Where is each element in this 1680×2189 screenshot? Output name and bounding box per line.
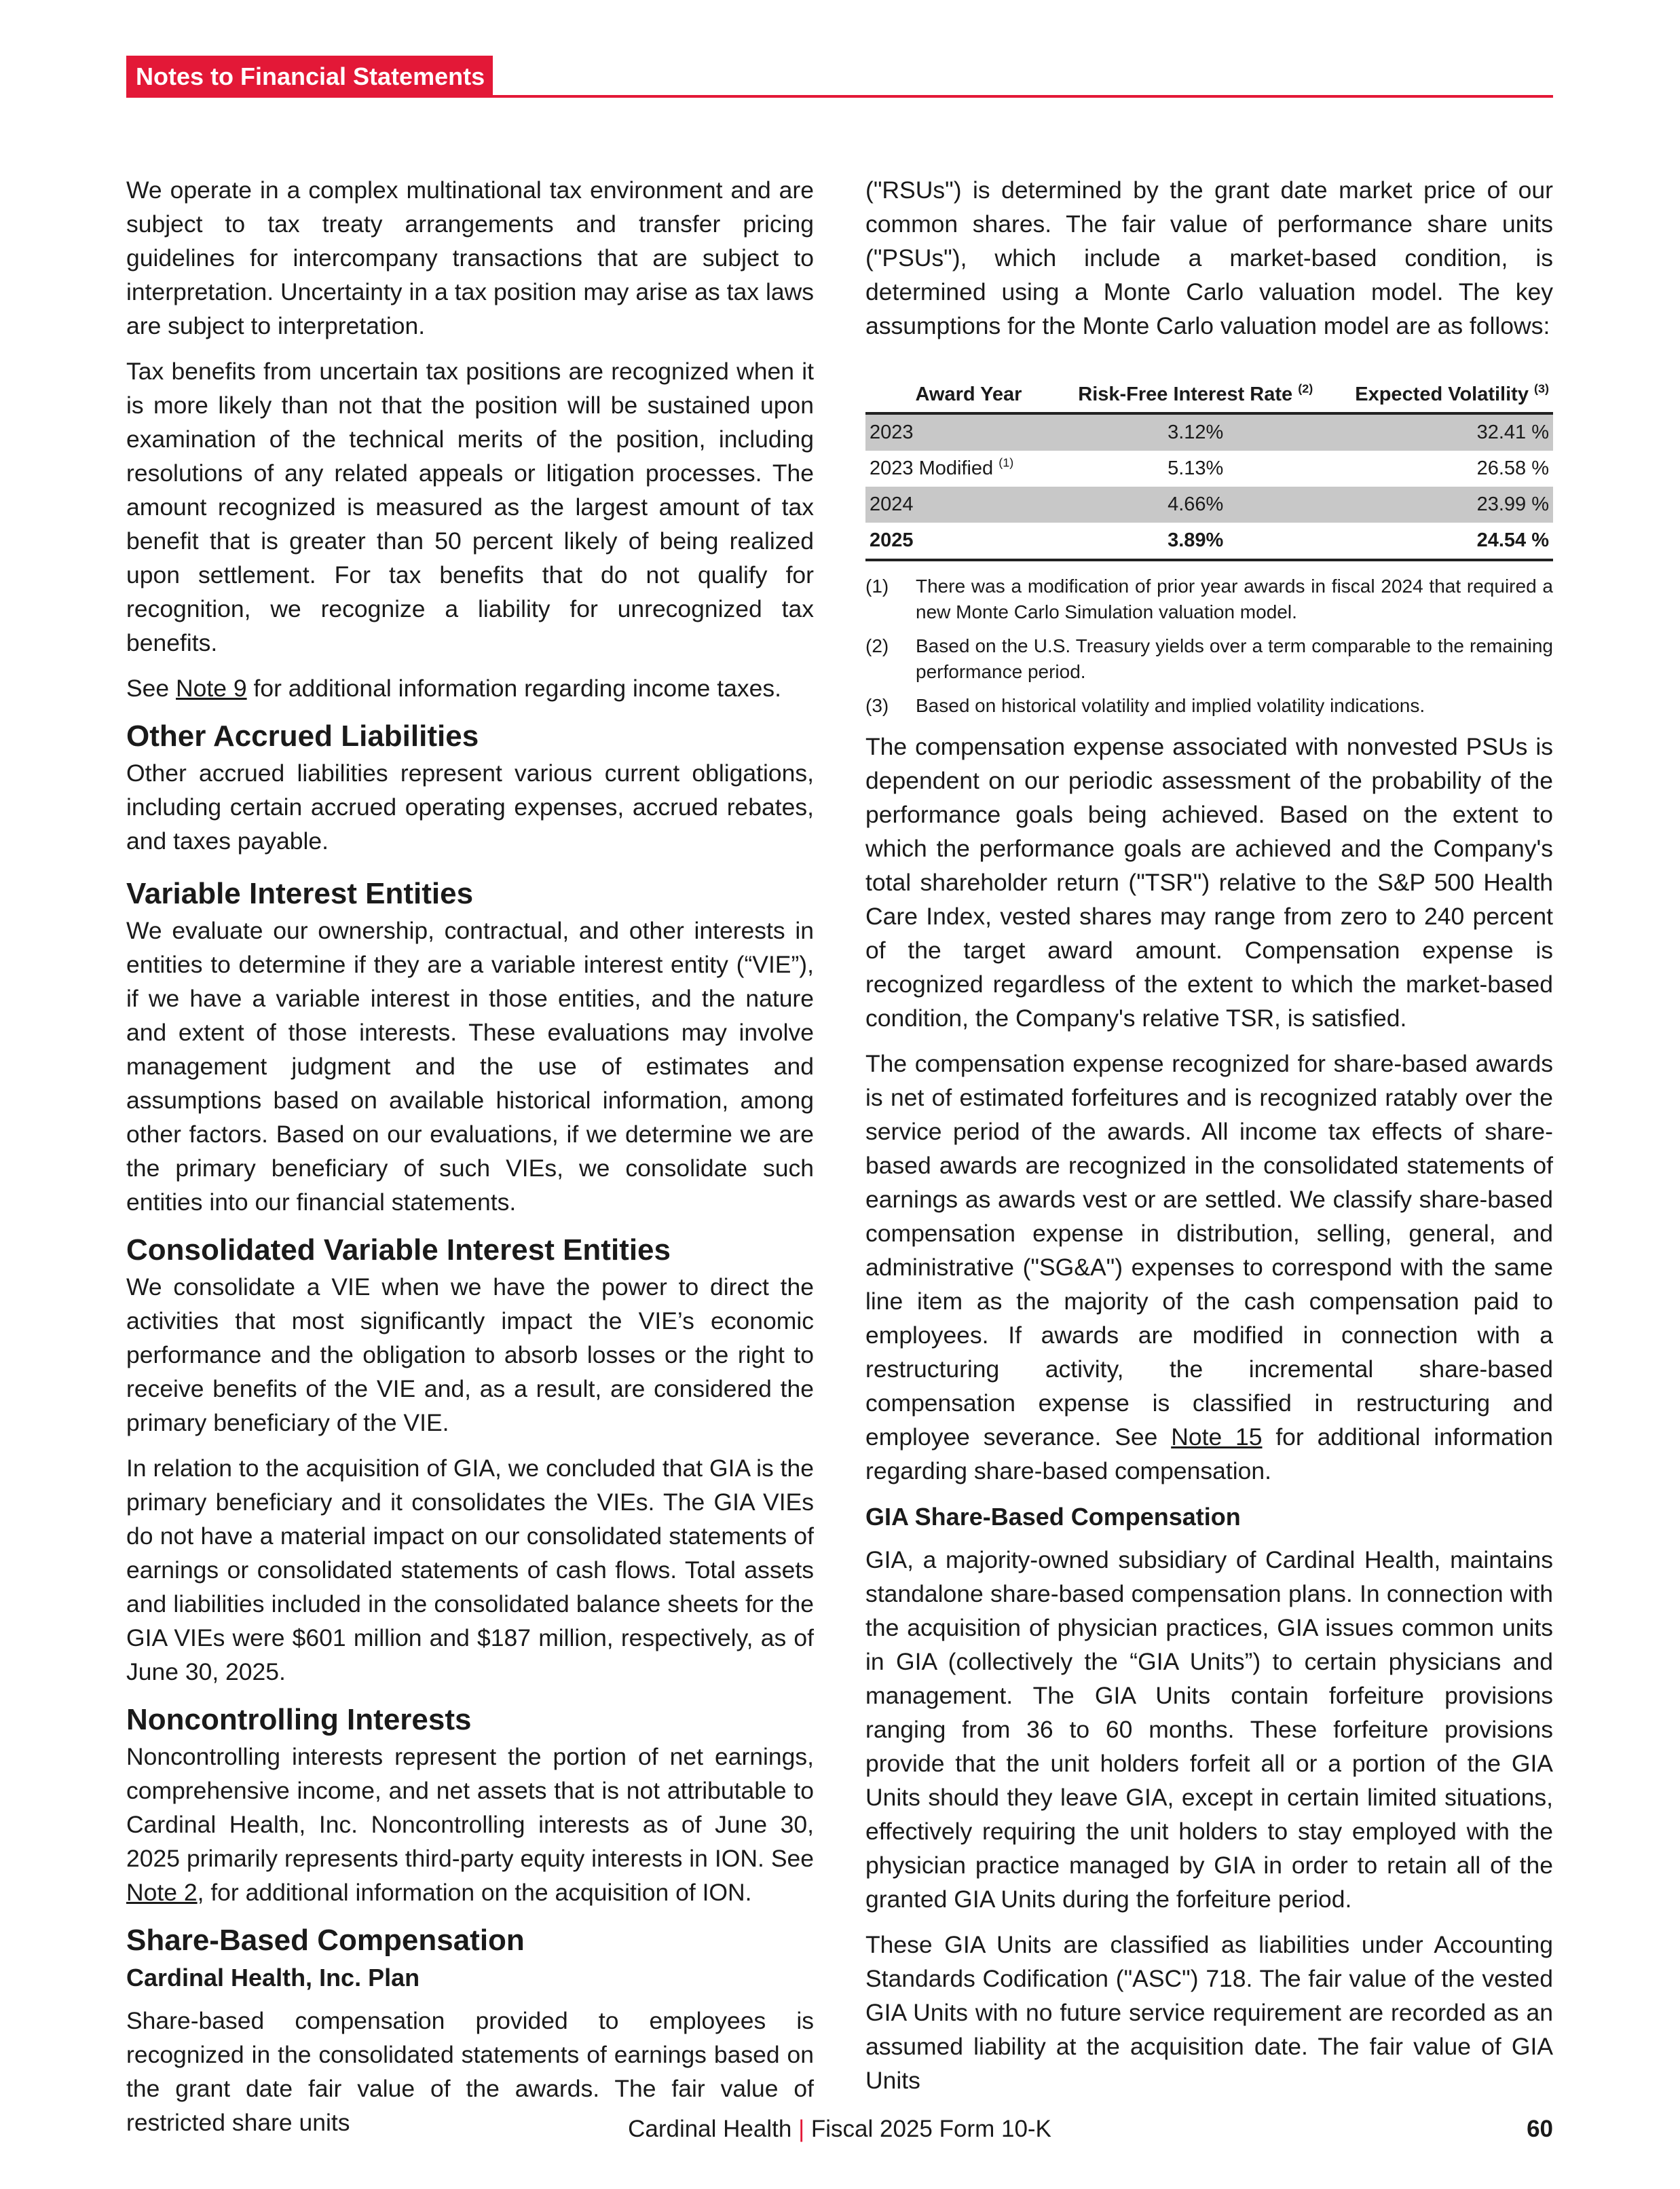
heading-other-accrued-liabilities: Other Accrued Liabilities bbox=[126, 719, 479, 753]
table-row bbox=[865, 413, 1553, 451]
table-row bbox=[865, 487, 1553, 523]
section-header-tab bbox=[126, 56, 493, 98]
footnote-marker: (1) bbox=[998, 455, 1014, 470]
cell-text: 2024 bbox=[870, 493, 914, 515]
table-row bbox=[865, 523, 1553, 560]
text-segment: , for additional information on the acquisition of ION. bbox=[197, 1879, 752, 1906]
heading-consolidated-vie: Consolidated Variable Interest Entities bbox=[126, 1233, 671, 1267]
footnote-marker: (2) bbox=[1298, 381, 1313, 396]
page-footer bbox=[126, 2112, 1553, 2146]
footer-document-name: Fiscal 2025 Form 10-K bbox=[810, 2116, 1051, 2142]
table-row bbox=[865, 451, 1553, 487]
footnote-2 bbox=[865, 633, 1553, 685]
left-column bbox=[126, 173, 814, 2151]
cell-award-year bbox=[865, 487, 1072, 523]
paragraph-consolidated-vie-2: In relation to the acquisition of GIA, we concluded that GIA is the primary beneficiary and it consolidates the VIEs. The GIA VIEs do not have a material impact on our consolidated statements of earnings or consolidated statements of cash flows. Total assets and liabilities included in the consolidated balance sheets for the GIA VIEs were $601 million and $187 million, respectively, as of June 30, 2025. bbox=[126, 1455, 814, 1685]
paragraph-psu-expense: The compensation expense associated with nonvested PSUs is dependent on our periodic assessment of the probability of the performance goals being achieved. Based on the extent to which the performance goals are achieved and the Company's total shareholder return ("TSR") relative to the S&P 500 Health Care Index, vested shares may range from zero to 240 percent of the target award amount. Compensation expense is recognized regardless of the extent to which the market-based condition, the Company's relative TSR, is satisfied. bbox=[865, 733, 1553, 1032]
paragraph-rsu-psu: ("RSUs") is determined by the grant date market price of our common shares. The fair value of performance share units ("PSUs"), which include a market-based condition, is determined using a Monte Carlo valuation model. The key assumptions for the Monte Carlo valuation model are as follows: bbox=[865, 176, 1553, 339]
cell-expected-volatility: 24.54 % bbox=[1320, 523, 1553, 560]
note-2-link[interactable]: Note 2 bbox=[126, 1879, 198, 1906]
heading-gia-share-based-compensation: GIA Share-Based Compensation bbox=[865, 1503, 1241, 1531]
heading-variable-interest-entities: Variable Interest Entities bbox=[126, 877, 474, 910]
footnote-number: (3) bbox=[865, 695, 889, 716]
paragraph-noncontrolling-interests bbox=[126, 1740, 814, 1909]
table-header-row bbox=[865, 378, 1553, 413]
column-header-expected-volatility bbox=[1320, 378, 1553, 413]
cell-risk-free-rate: 3.89% bbox=[1072, 523, 1320, 560]
cell-text: 2023 Modified bbox=[870, 457, 994, 479]
heading-cardinal-plan: Cardinal Health, Inc. Plan bbox=[126, 1964, 420, 1991]
column-header-award-year bbox=[865, 378, 1072, 413]
cell-text: 2023 bbox=[870, 422, 914, 443]
paragraph-uncertain-tax: Tax benefits from uncertain tax positions are recognized when it is more likely than not that the position will be sustained upon examination of the technical merits of the position, including resolutions of any related appeals or litigation processes. The amount recognized is measured as the largest amount of tax benefit that is greater than 50 percent likely of being realized upon settlement. For tax benefits that do not qualify for recognition, we recognize a liability for unrecognized tax benefits. bbox=[126, 358, 814, 656]
footer-company: Cardinal Health bbox=[628, 2116, 792, 2142]
paragraph-see-note-9 bbox=[126, 671, 814, 705]
monte-carlo-assumptions-table bbox=[865, 378, 1553, 561]
heading-share-based-compensation: Share-Based Compensation bbox=[126, 1924, 525, 1957]
footnote-number: (2) bbox=[865, 635, 889, 656]
paragraph-share-based-compensation: Share-based compensation provided to employees is recognized in the consolidated statements of earnings based on the grant date fair value of the awards. The fair value of restricted share units bbox=[126, 2007, 814, 2136]
cell-award-year bbox=[865, 451, 1072, 487]
cell-expected-volatility: 23.99 % bbox=[1320, 487, 1553, 523]
footer-separator: | bbox=[798, 2116, 805, 2142]
cell-risk-free-rate: 4.66% bbox=[1072, 487, 1320, 523]
footnote-text: Based on historical volatility and implied volatility indications. bbox=[916, 695, 1425, 716]
cell-text: 2025 bbox=[870, 529, 914, 551]
header-text: Expected Volatility bbox=[1355, 383, 1529, 405]
text-segment: The compensation expense recognized for share-based awards is net of estimated forfeitures and is recognized ratably over the service period of the awards. All income tax effects of share-based awards are recognized in the consolidated statements of earnings as awards vest or are settled. We classify share-based compensation expense in distribution, selling, general, and administrative ("SG&A") expenses to correspond with the same line item as the majority of the cash compensation paid to employees. If awards are modified in connection with a restructuring activity, the incremental share-based compensation expense is classified in restructuring and employee severance. See bbox=[865, 1050, 1553, 1451]
column-header-risk-free-rate bbox=[1072, 378, 1320, 413]
heading-noncontrolling-interests: Noncontrolling Interests bbox=[126, 1703, 472, 1736]
page-number: 60 bbox=[1527, 2116, 1553, 2142]
right-column bbox=[865, 173, 1553, 2109]
note-15-link[interactable]: Note 15 bbox=[1171, 1423, 1263, 1451]
text-segment: for additional information regarding income taxes. bbox=[246, 675, 781, 702]
text-segment: See bbox=[126, 675, 176, 702]
cell-award-year bbox=[865, 523, 1072, 560]
paragraph-expense-recognition bbox=[865, 1047, 1553, 1488]
paragraph-consolidated-vie-1: We consolidate a VIE when we have the power to direct the activities that most significantly impact the VIE’s economic performance and the obligation to absorb losses or the right to receive benefits of the VIE and, as a result, are considered the primary beneficiary of the VIE. bbox=[126, 1273, 814, 1436]
paragraph-other-accrued-liabilities: Other accrued liabilities represent various current obligations, including certain accrued operating expenses, accrued rebates, and taxes payable. bbox=[126, 760, 814, 855]
cell-expected-volatility: 32.41 % bbox=[1320, 413, 1553, 451]
header-rule bbox=[126, 95, 1553, 98]
note-9-link[interactable]: Note 9 bbox=[176, 675, 247, 702]
paragraph-gia-units-liabilities: These GIA Units are classified as liabilities under Accounting Standards Codification ("ASC") 718. The fair value of the vested GIA Units with no future service requirement are recorded as an assumed liability at the acquisition date. The fair value of GIA Units bbox=[865, 1931, 1553, 2094]
paragraph-gia-plans: GIA, a majority-owned subsidiary of Cardinal Health, maintains standalone share-based compensation plans. In connection with the acquisition of physician practices, GIA issues common units in GIA (collectively the “GIA Units”) to certain physicians and management. The GIA Units contain forfeiture provisions ranging from 36 to 60 months. These forfeiture provisions provide that the unit holders forfeit all or a portion of the GIA Units should they leave GIA, except in certain limited situations, effectively requiring the unit holders to stay employed with the physician practice managed by GIA in order to retain all of the granted GIA Units during the forfeiture period. bbox=[865, 1546, 1553, 1913]
footnote-number: (1) bbox=[865, 576, 889, 597]
cell-award-year bbox=[865, 413, 1072, 451]
footnote-marker: (3) bbox=[1534, 381, 1549, 396]
text-segment: Noncontrolling interests represent the portion of net earnings, comprehensive income, and net assets that is not attributable to Cardinal Health, Inc. Noncontrolling interests as of June 30, 2025 primarily represents third-party equity interests in ION. See bbox=[126, 1743, 814, 1872]
cell-expected-volatility: 26.58 % bbox=[1476, 457, 1549, 479]
cell-risk-free-rate: 5.13% bbox=[1168, 457, 1224, 479]
footnote-text: Based on the U.S. Treasury yields over a term comparable to the remaining performance period. bbox=[916, 635, 1553, 682]
header-text: Risk-Free Interest Rate bbox=[1078, 383, 1293, 405]
footnote-3 bbox=[865, 693, 1553, 719]
paragraph-variable-interest-entities: We evaluate our ownership, contractual, and other interests in entities to determine if they are a variable interest entity (“VIE”), if we have a variable interest in those entities, and the nature and extent of those interests. These evaluations may involve management judgment and the use of estimates and assumptions based on available historical information, among other factors. Based on our evaluations, if we determine we are the primary beneficiary of such VIEs, we consolidate such entities into our financial statements. bbox=[126, 917, 814, 1216]
paragraph-tax-environment: We operate in a complex multinational tax environment and are subject to tax treaty arrangements and transfer pricing guidelines for intercompany transactions that are subject to interpretation. Uncertainty in a tax position may arise as tax laws are subject to interpretation. bbox=[126, 176, 814, 339]
footer-center-text bbox=[126, 2112, 1553, 2146]
cell-risk-free-rate: 3.12% bbox=[1072, 413, 1320, 451]
header-text: Award Year bbox=[915, 383, 1022, 405]
text-segment: for additional information regarding share-based compensation. bbox=[865, 1423, 1553, 1484]
footnote-1 bbox=[865, 574, 1553, 625]
footnote-text: There was a modification of prior year awards in fiscal 2024 that required a new Monte Carlo Simulation valuation model. bbox=[916, 576, 1553, 622]
section-header-title: Notes to Financial Statements bbox=[136, 62, 485, 90]
